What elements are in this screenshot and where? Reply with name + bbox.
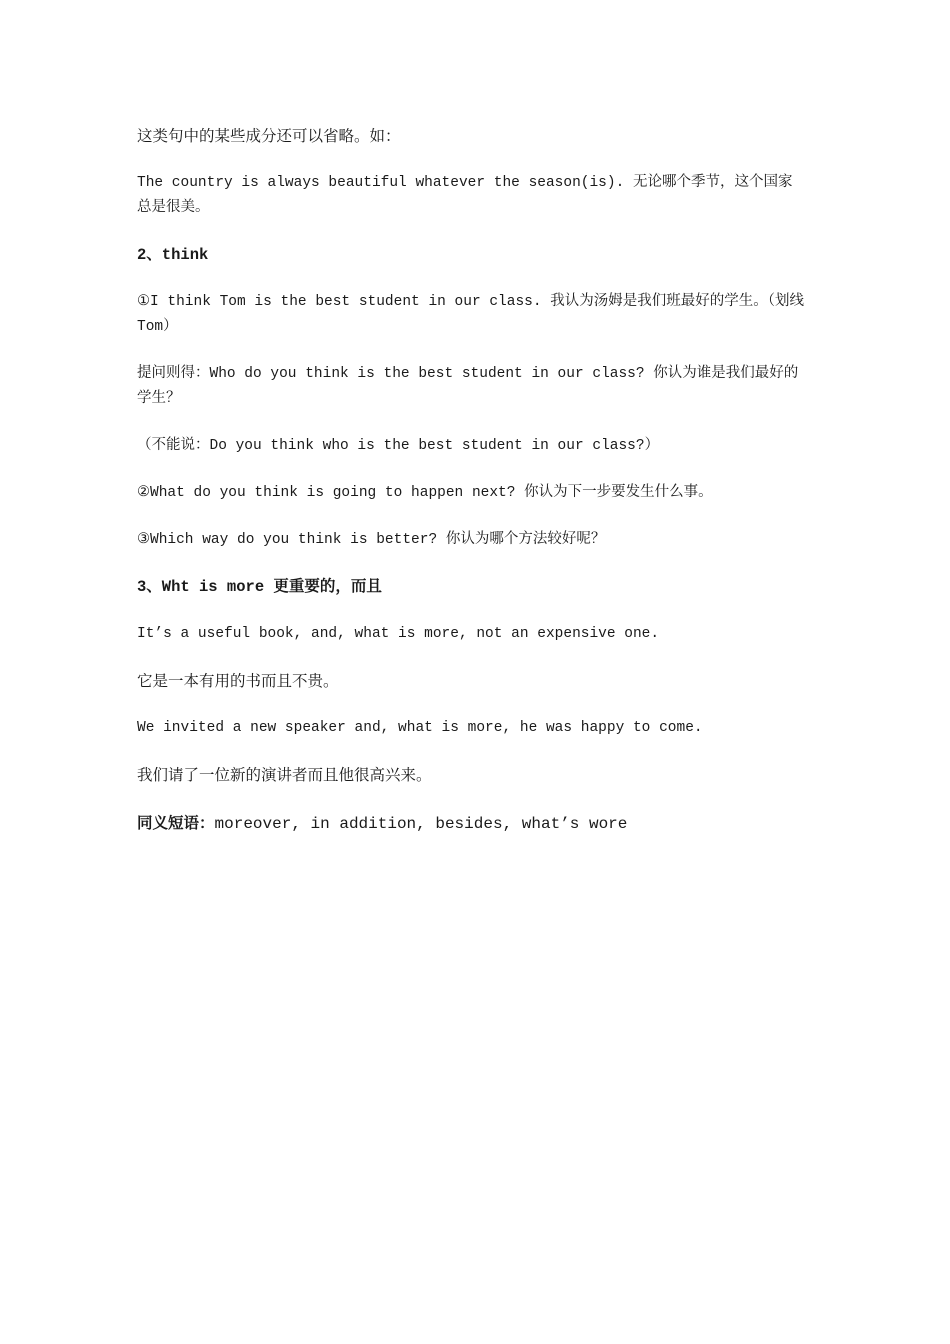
synonym-line [137,810,805,837]
what-is-more-example-1-en: It’s a useful book, and, what is more, not an expensive one. [137,626,660,642]
think-example-1: ①I think Tom is the best student in our class. 我认为汤姆是我们班最好的学生。（划线Tom） [137,294,805,335]
section-heading-think: 2、think [137,246,209,264]
think-question: 提问则得：Who do you think is the best student in our class? 你认为谁是我们最好的学生？ [137,366,799,407]
what-is-more-example-2-zh: 我们请了一位新的演讲者而且他很高兴来。 [137,766,432,784]
think-incorrect-note: （不能说：Do you think who is the best student in our class?） [137,438,660,454]
what-is-more-example-1-zh: 它是一本有用的书而且不贵。 [137,672,339,690]
think-example-3: ③Which way do you think is better? 你认为哪个方法较好呢？ [137,532,606,548]
document-body [137,124,805,859]
example-sentence: The country is always beautiful whatever the season(is). 无论哪个季节，这个国家总是很美。 [137,175,793,216]
intro-text: 这类句中的某些成分还可以省略。如： [137,127,401,145]
think-example-2: ②What do you think is going to happen next? 你认为下一步要发生什么事。 [137,485,713,501]
section-heading-what-is-more: 3、Wht is more 更重要的，而且 [137,578,382,596]
what-is-more-example-2-en: We invited a new speaker and, what is more, he was happy to come. [137,720,703,736]
synonym-label: 同义短语： [137,813,215,832]
synonym-phrases: moreover, in addition, besides, what’s wore [214,815,628,833]
